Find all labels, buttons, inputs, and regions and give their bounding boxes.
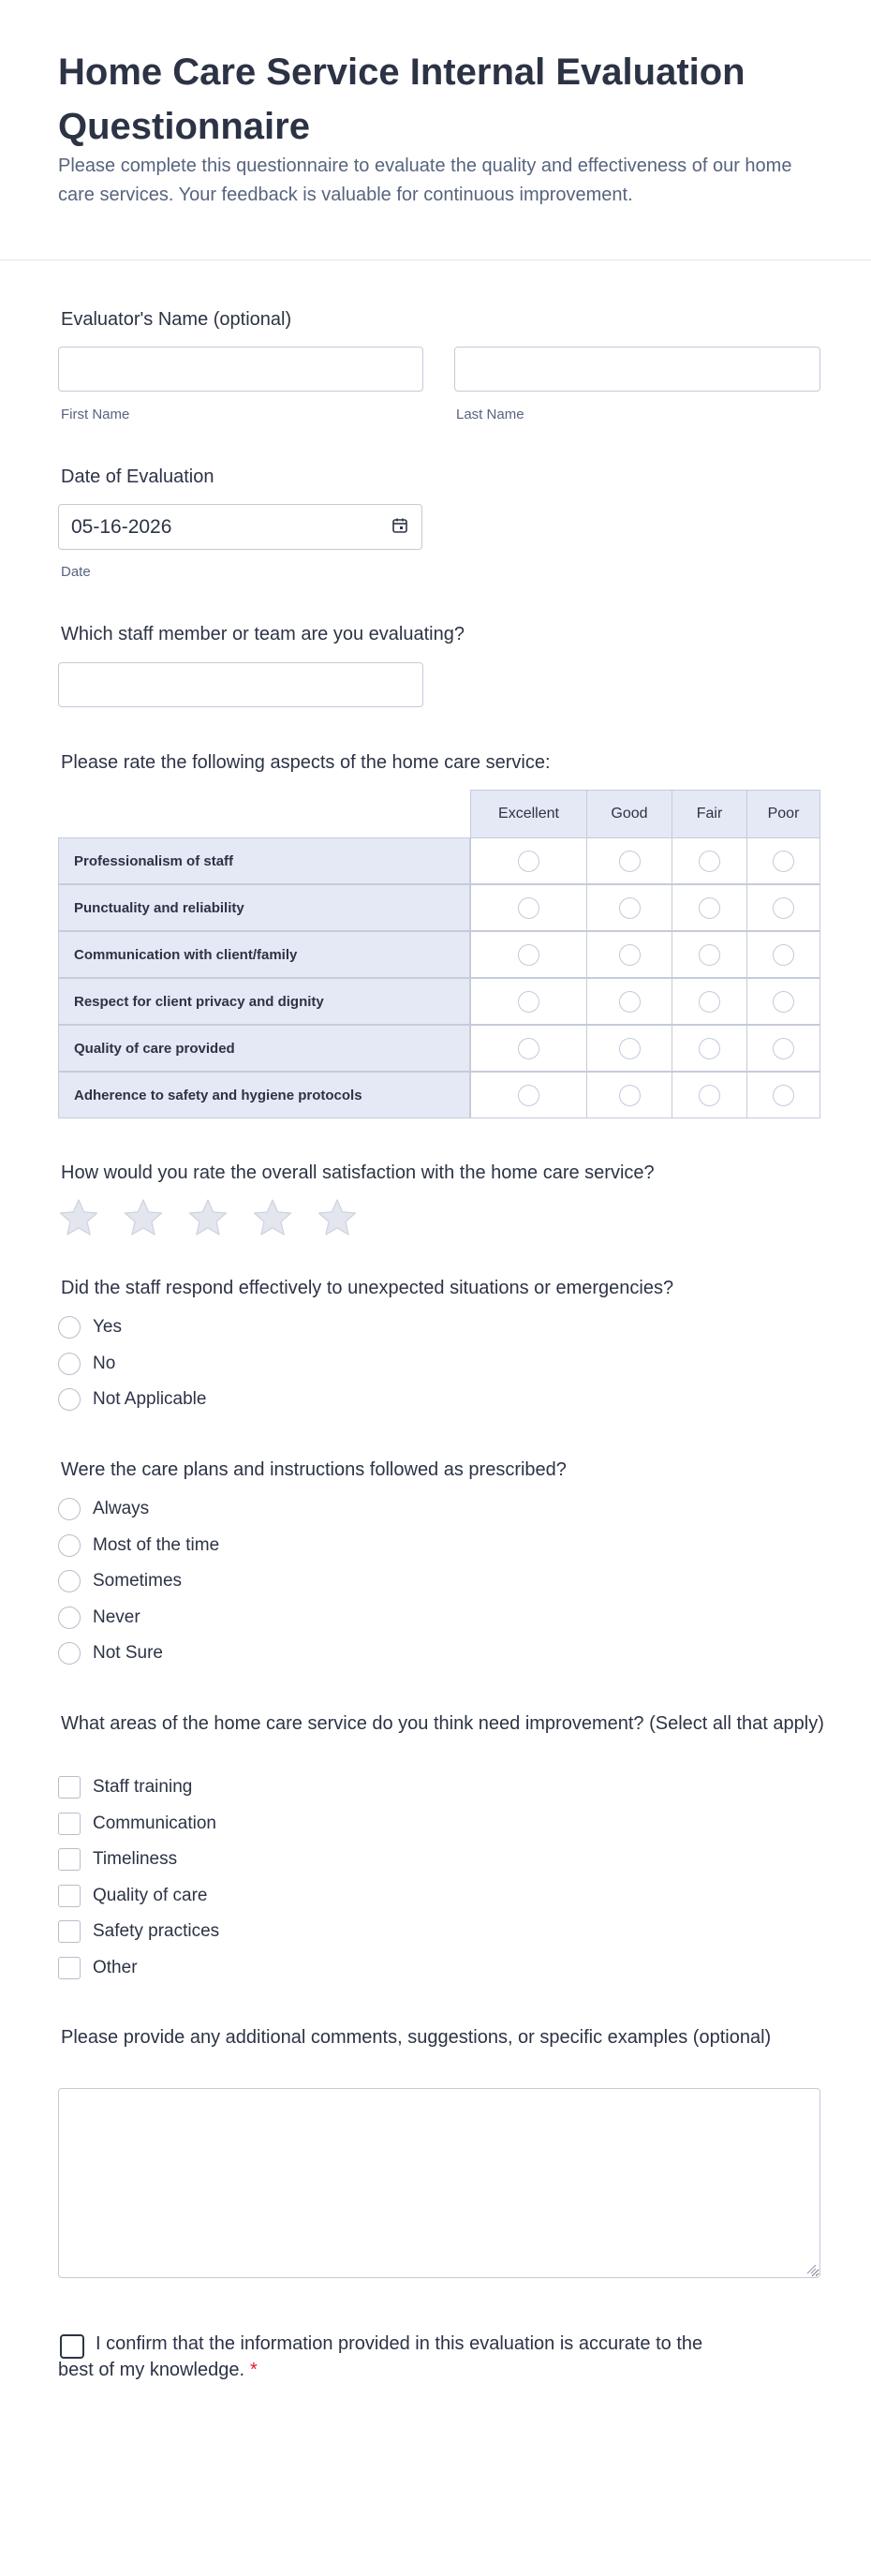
- rating-matrix: [58, 790, 820, 1118]
- radio-option[interactable]: [58, 1641, 163, 1666]
- radio-button[interactable]: [58, 1498, 81, 1520]
- matrix-radio[interactable]: [773, 944, 794, 966]
- matrix-column-header: Excellent: [470, 790, 587, 838]
- radio-button[interactable]: [58, 1316, 81, 1339]
- matrix-row-label: Quality of care provided: [58, 1025, 470, 1072]
- matrix-radio[interactable]: [699, 944, 720, 966]
- option-label: Always: [93, 1499, 150, 1518]
- form-header: [0, 0, 871, 260]
- comments-textarea[interactable]: [58, 2088, 820, 2278]
- matrix-cell: [672, 1072, 747, 1118]
- radio-option[interactable]: [58, 1315, 122, 1340]
- calendar-icon[interactable]: [391, 517, 408, 534]
- satisfaction-label: How would you rate the overall satisfaction with the home care service?: [61, 1162, 655, 1183]
- checkbox[interactable]: [58, 1776, 81, 1799]
- confirm-text: I confirm that the information provided in this evaluation is accurate to the best of my knowledge.: [58, 2333, 703, 2380]
- matrix-radio[interactable]: [619, 1085, 641, 1106]
- checkbox[interactable]: [58, 1848, 81, 1871]
- star-icon[interactable]: [187, 1197, 229, 1238]
- last-name-sublabel: Last Name: [456, 407, 524, 422]
- date-input[interactable]: [58, 504, 422, 550]
- option-label: Quality of care: [93, 1885, 208, 1905]
- option-label: Staff training: [93, 1777, 193, 1797]
- option-label: Never: [93, 1606, 140, 1627]
- matrix-cell: [746, 884, 820, 931]
- radio-button[interactable]: [58, 1534, 81, 1557]
- matrix-row-label: Respect for client privacy and dignity: [58, 978, 470, 1025]
- matrix-cell: [746, 978, 820, 1025]
- matrix-radio[interactable]: [773, 1085, 794, 1106]
- option-label: Yes: [93, 1317, 122, 1337]
- matrix-cell: [586, 884, 672, 931]
- option-label: Other: [93, 1957, 138, 1977]
- confirm-label: [58, 2331, 732, 2383]
- option-label: Not Applicable: [93, 1389, 207, 1409]
- star-icon[interactable]: [317, 1197, 358, 1238]
- matrix-radio[interactable]: [773, 851, 794, 872]
- matrix-radio[interactable]: [699, 897, 720, 919]
- matrix-radio[interactable]: [518, 944, 539, 966]
- matrix-cell: [470, 978, 587, 1025]
- emergency-label: Did the staff respond effectively to unexpected situations or emergencies?: [61, 1278, 674, 1298]
- star-icon[interactable]: [252, 1197, 293, 1238]
- matrix-radio[interactable]: [699, 1085, 720, 1106]
- option-label: Sometimes: [93, 1571, 183, 1591]
- matrix-row-label: Communication with client/family: [58, 931, 470, 978]
- comments-label: Please provide any additional comments, suggestions, or specific examples (optional): [61, 2027, 772, 2048]
- option-label: Timeliness: [93, 1849, 178, 1869]
- matrix-cell: [672, 1025, 747, 1072]
- option-label: Not Sure: [93, 1643, 163, 1663]
- matrix-radio[interactable]: [518, 1038, 539, 1059]
- matrix-cell: [672, 931, 747, 978]
- checkbox-option[interactable]: [58, 1956, 138, 1980]
- resize-grip-icon[interactable]: [804, 2261, 817, 2274]
- matrix-cell: [470, 1025, 587, 1072]
- checkbox-option[interactable]: [58, 1884, 208, 1908]
- page-description: Please complete this questionnaire to evaluate the quality and effectiveness of our home care services. Your feedback is valuable for continuous improvement.: [58, 155, 792, 205]
- last-name-input[interactable]: [454, 347, 820, 392]
- matrix-cell: [672, 837, 747, 884]
- radio-option[interactable]: [58, 1533, 219, 1558]
- matrix-cell: [586, 837, 672, 884]
- matrix-row-label: Professionalism of staff: [58, 837, 470, 884]
- radio-button[interactable]: [58, 1642, 81, 1665]
- date-sublabel: Date: [61, 564, 91, 580]
- matrix-cell: [470, 837, 587, 884]
- staff-label: Which staff member or team are you evaluating?: [61, 624, 465, 644]
- radio-button[interactable]: [58, 1570, 81, 1592]
- matrix-radio[interactable]: [619, 851, 641, 872]
- matrix-radio[interactable]: [773, 897, 794, 919]
- radio-option[interactable]: [58, 1569, 182, 1593]
- option-label: No: [93, 1353, 116, 1373]
- matrix-cell: [470, 1072, 587, 1118]
- matrix-column-header: Poor: [746, 790, 820, 838]
- matrix-column-header: Fair: [672, 790, 747, 838]
- checkbox-option[interactable]: [58, 1919, 219, 1944]
- matrix-radio[interactable]: [518, 991, 539, 1013]
- matrix-radio[interactable]: [518, 851, 539, 872]
- date-label: Date of Evaluation: [61, 466, 214, 487]
- matrix-cell: [746, 931, 820, 978]
- radio-option[interactable]: [58, 1352, 115, 1376]
- checkbox[interactable]: [58, 1813, 81, 1835]
- matrix-radio[interactable]: [619, 1038, 641, 1059]
- star-icon[interactable]: [123, 1197, 164, 1238]
- matrix-radio[interactable]: [518, 897, 539, 919]
- checkbox[interactable]: [58, 1920, 81, 1943]
- checkbox[interactable]: [58, 1957, 81, 1979]
- evaluator-name-label: Evaluator's Name (optional): [61, 309, 292, 330]
- radio-option[interactable]: [58, 1606, 140, 1630]
- matrix-radio[interactable]: [773, 991, 794, 1013]
- matrix-cell: [586, 1072, 672, 1118]
- checkbox-option[interactable]: [58, 1775, 192, 1799]
- required-mark: *: [250, 2360, 258, 2380]
- matrix-row-label: Punctuality and reliability: [58, 884, 470, 931]
- matrix-cell: [586, 978, 672, 1025]
- matrix-label: Please rate the following aspects of the home care service:: [61, 752, 551, 773]
- option-label: Most of the time: [93, 1534, 220, 1555]
- checkbox[interactable]: [58, 1885, 81, 1907]
- matrix-radio[interactable]: [518, 1085, 539, 1106]
- matrix-radio[interactable]: [619, 897, 641, 919]
- matrix-cell: [470, 884, 587, 931]
- option-label: Communication: [93, 1813, 216, 1833]
- option-label: Safety practices: [93, 1921, 220, 1941]
- matrix-radio[interactable]: [619, 991, 641, 1013]
- matrix-cell: [746, 1025, 820, 1072]
- page-title: Home Care Service Internal Evaluation Questionnaire: [58, 52, 746, 147]
- matrix-column-header: Good: [586, 790, 672, 838]
- star-icon[interactable]: [58, 1197, 99, 1238]
- first-name-input[interactable]: [58, 347, 423, 392]
- radio-option[interactable]: [58, 1497, 149, 1521]
- improvement-label: What areas of the home care service do you think need improvement? (Select all that apply): [61, 1713, 824, 1734]
- matrix-radio[interactable]: [619, 944, 641, 966]
- checkbox-option[interactable]: [58, 1812, 216, 1836]
- matrix-row-label: Adherence to safety and hygiene protocols: [58, 1072, 470, 1118]
- date-value: 05-16-2026: [71, 516, 172, 538]
- care-plans-label: Were the care plans and instructions followed as prescribed?: [61, 1459, 567, 1480]
- matrix-cell: [746, 1072, 820, 1118]
- matrix-radio[interactable]: [699, 1038, 720, 1059]
- star-rating: [58, 1197, 414, 1238]
- radio-button[interactable]: [58, 1353, 81, 1375]
- staff-input[interactable]: [58, 662, 423, 707]
- matrix-radio[interactable]: [699, 991, 720, 1013]
- matrix-cell: [586, 931, 672, 978]
- first-name-sublabel: First Name: [61, 407, 130, 422]
- matrix-radio[interactable]: [699, 851, 720, 872]
- matrix-radio[interactable]: [773, 1038, 794, 1059]
- checkbox-option[interactable]: [58, 1847, 177, 1872]
- radio-button[interactable]: [58, 1388, 81, 1411]
- matrix-cell: [586, 1025, 672, 1072]
- matrix-cell: [672, 978, 747, 1025]
- radio-button[interactable]: [58, 1606, 81, 1629]
- matrix-cell: [672, 884, 747, 931]
- matrix-cell: [746, 837, 820, 884]
- radio-option[interactable]: [58, 1387, 206, 1412]
- matrix-cell: [470, 931, 587, 978]
